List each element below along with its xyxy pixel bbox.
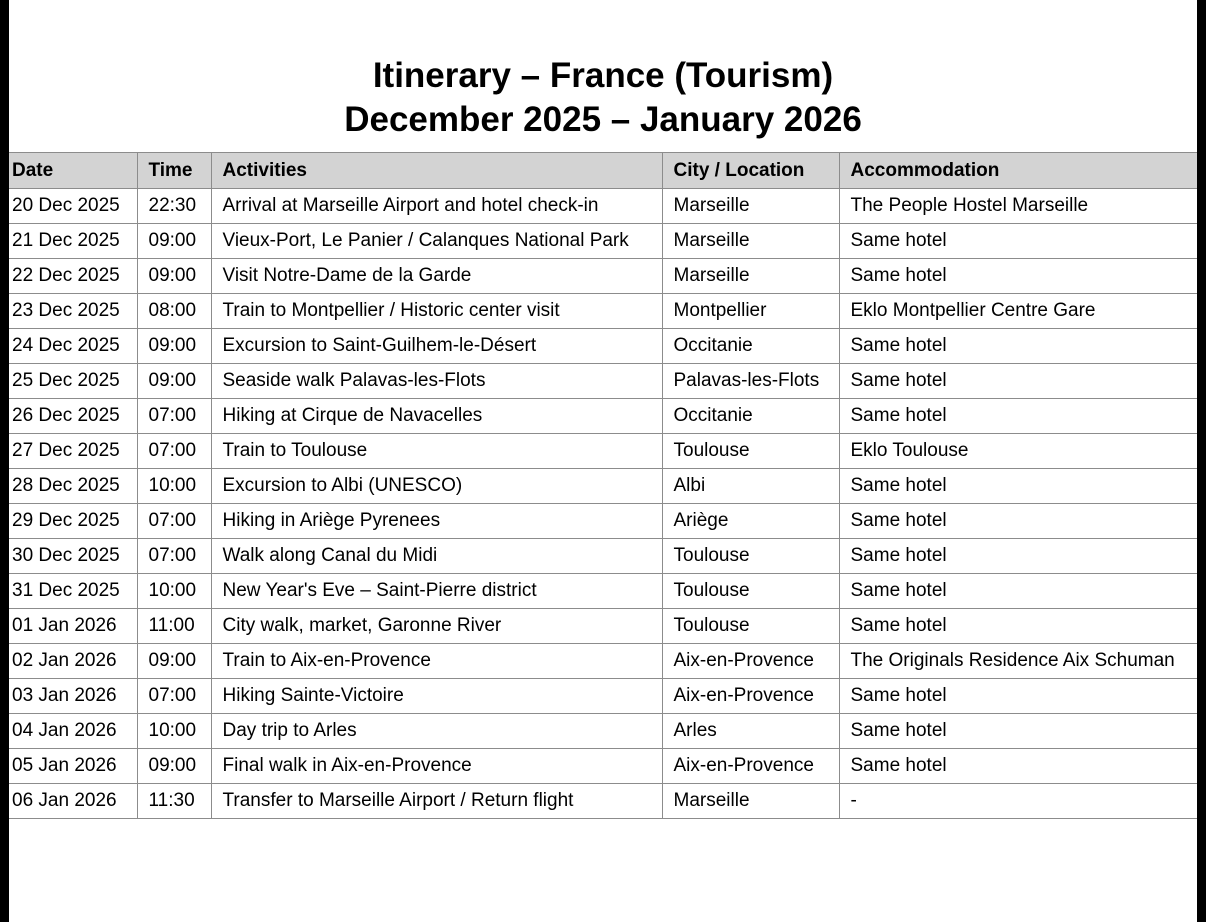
table-row — [9, 469, 1197, 504]
cell-activities: Train to Aix-en-Provence — [211, 644, 662, 679]
cell-date: 31 Dec 2025 — [9, 574, 137, 609]
cell-accommodation: Same hotel — [839, 714, 1197, 749]
cell-accommodation: Same hotel — [839, 399, 1197, 434]
cell-activities: Vieux-Port, Le Panier / Calanques National Park — [211, 224, 662, 259]
cell-accommodation: Same hotel — [839, 224, 1197, 259]
cell-activities: Walk along Canal du Midi — [211, 539, 662, 574]
cell-activities: Hiking in Ariège Pyrenees — [211, 504, 662, 539]
cell-activities: Hiking at Cirque de Navacelles — [211, 399, 662, 434]
cell-city-location: Albi — [662, 469, 839, 504]
cell-accommodation: The Originals Residence Aix Schuman — [839, 644, 1197, 679]
cell-city-location: Ariège — [662, 504, 839, 539]
cell-city-location: Occitanie — [662, 329, 839, 364]
cell-activities: City walk, market, Garonne River — [211, 609, 662, 644]
table-row — [9, 714, 1197, 749]
table-row — [9, 259, 1197, 294]
cell-date: 22 Dec 2025 — [9, 259, 137, 294]
cell-date: 30 Dec 2025 — [9, 539, 137, 574]
cell-date: 21 Dec 2025 — [9, 224, 137, 259]
cell-activities: Hiking Sainte-Victoire — [211, 679, 662, 714]
cell-accommodation: Eklo Montpellier Centre Gare — [839, 294, 1197, 329]
cell-accommodation: The People Hostel Marseille — [839, 189, 1197, 224]
header-accommodation: Accommodation — [839, 153, 1197, 189]
cell-city-location: Aix-en-Provence — [662, 679, 839, 714]
cell-city-location: Arles — [662, 714, 839, 749]
cell-city-location: Marseille — [662, 224, 839, 259]
cell-date: 29 Dec 2025 — [9, 504, 137, 539]
cell-time: 07:00 — [137, 539, 211, 574]
cell-activities: Final walk in Aix-en-Provence — [211, 749, 662, 784]
cell-time: 07:00 — [137, 504, 211, 539]
cell-city-location: Toulouse — [662, 434, 839, 469]
cell-accommodation: Same hotel — [839, 749, 1197, 784]
cell-accommodation: Same hotel — [839, 679, 1197, 714]
table-row — [9, 434, 1197, 469]
cell-city-location: Aix-en-Provence — [662, 749, 839, 784]
table-row — [9, 504, 1197, 539]
cell-activities: Excursion to Albi (UNESCO) — [211, 469, 662, 504]
cell-time: 10:00 — [137, 714, 211, 749]
document-page — [9, 0, 1197, 922]
cell-time: 09:00 — [137, 364, 211, 399]
cell-activities: Arrival at Marseille Airport and hotel check-in — [211, 189, 662, 224]
cell-activities: Transfer to Marseille Airport / Return flight — [211, 784, 662, 819]
cell-activities: Excursion to Saint-Guilhem-le-Désert — [211, 329, 662, 364]
table-row — [9, 749, 1197, 784]
cell-accommodation: - — [839, 784, 1197, 819]
cell-city-location: Aix-en-Provence — [662, 644, 839, 679]
header-activities: Activities — [211, 153, 662, 189]
title-line-1: Itinerary – France (Tourism) — [372, 56, 834, 95]
cell-activities: Visit Notre-Dame de la Garde — [211, 259, 662, 294]
cell-time: 09:00 — [137, 329, 211, 364]
cell-date: 06 Jan 2026 — [9, 784, 137, 819]
cell-city-location: Marseille — [662, 784, 839, 819]
cell-date: 05 Jan 2026 — [9, 749, 137, 784]
cell-date: 23 Dec 2025 — [9, 294, 137, 329]
table-row — [9, 644, 1197, 679]
cell-activities: Day trip to Arles — [211, 714, 662, 749]
cell-accommodation: Same hotel — [839, 539, 1197, 574]
cell-date: 24 Dec 2025 — [9, 329, 137, 364]
cell-date: 26 Dec 2025 — [9, 399, 137, 434]
header-date: Date — [9, 153, 137, 189]
cell-date: 02 Jan 2026 — [9, 644, 137, 679]
cell-date: 01 Jan 2026 — [9, 609, 137, 644]
page-title — [9, 54, 1197, 142]
cell-activities: Train to Montpellier / Historic center visit — [211, 294, 662, 329]
cell-accommodation: Same hotel — [839, 259, 1197, 294]
cell-activities: Train to Toulouse — [211, 434, 662, 469]
cell-time: 11:00 — [137, 609, 211, 644]
cell-city-location: Toulouse — [662, 539, 839, 574]
cell-accommodation: Same hotel — [839, 364, 1197, 399]
table-header-row — [9, 153, 1197, 189]
table-row — [9, 609, 1197, 644]
cell-accommodation: Same hotel — [839, 329, 1197, 364]
cell-time: 07:00 — [137, 434, 211, 469]
cell-city-location: Marseille — [662, 259, 839, 294]
table-row — [9, 329, 1197, 364]
cell-time: 09:00 — [137, 259, 211, 294]
cell-time: 08:00 — [137, 294, 211, 329]
table-body — [9, 189, 1197, 819]
table-row — [9, 574, 1197, 609]
title-line-2: December 2025 – January 2026 — [344, 100, 862, 139]
cell-city-location: Marseille — [662, 189, 839, 224]
cell-date: 03 Jan 2026 — [9, 679, 137, 714]
cell-date: 28 Dec 2025 — [9, 469, 137, 504]
cell-time: 09:00 — [137, 749, 211, 784]
table-row — [9, 294, 1197, 329]
cell-time: 22:30 — [137, 189, 211, 224]
cell-time: 10:00 — [137, 574, 211, 609]
cell-time: 07:00 — [137, 399, 211, 434]
header-city-location: City / Location — [662, 153, 839, 189]
table-row — [9, 224, 1197, 259]
table-row — [9, 189, 1197, 224]
cell-city-location: Montpellier — [662, 294, 839, 329]
cell-city-location: Toulouse — [662, 574, 839, 609]
cell-time: 11:30 — [137, 784, 211, 819]
cell-date: 04 Jan 2026 — [9, 714, 137, 749]
cell-city-location: Occitanie — [662, 399, 839, 434]
cell-accommodation: Same hotel — [839, 609, 1197, 644]
itinerary-table — [9, 152, 1197, 819]
cell-date: 27 Dec 2025 — [9, 434, 137, 469]
cell-time: 09:00 — [137, 224, 211, 259]
header-time: Time — [137, 153, 211, 189]
cell-accommodation: Same hotel — [839, 574, 1197, 609]
cell-accommodation: Same hotel — [839, 504, 1197, 539]
cell-time: 10:00 — [137, 469, 211, 504]
table-row — [9, 784, 1197, 819]
table-row — [9, 539, 1197, 574]
cell-activities: New Year's Eve – Saint-Pierre district — [211, 574, 662, 609]
cell-accommodation: Eklo Toulouse — [839, 434, 1197, 469]
table-row — [9, 679, 1197, 714]
table-row — [9, 364, 1197, 399]
cell-city-location: Palavas-les-Flots — [662, 364, 839, 399]
cell-date: 20 Dec 2025 — [9, 189, 137, 224]
cell-time: 07:00 — [137, 679, 211, 714]
cell-time: 09:00 — [137, 644, 211, 679]
cell-date: 25 Dec 2025 — [9, 364, 137, 399]
cell-accommodation: Same hotel — [839, 469, 1197, 504]
cell-activities: Seaside walk Palavas-les-Flots — [211, 364, 662, 399]
cell-city-location: Toulouse — [662, 609, 839, 644]
table-row — [9, 399, 1197, 434]
